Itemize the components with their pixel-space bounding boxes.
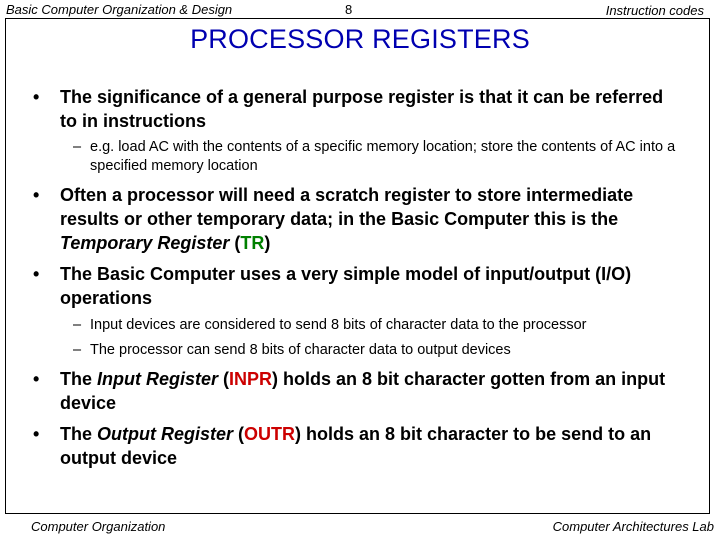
- bullet-text-lead: The: [60, 369, 98, 389]
- abbr-inpr: INPR: [229, 369, 273, 389]
- bullet-text: [60, 422, 673, 470]
- bullet-marker: •: [33, 424, 40, 444]
- abbr-tr: TR: [240, 233, 265, 253]
- paren-close: ): [264, 233, 271, 253]
- paren-open: (: [229, 233, 241, 253]
- bullet-input-register: [33, 367, 673, 415]
- bullet-text-lead: Often a processor will need a scratch register to store intermediate results or other temporary data; in the Basic Computer this is the: [60, 185, 634, 229]
- bullet-io-model: [33, 262, 673, 310]
- header-section-title: Instruction codes: [605, 3, 704, 18]
- bullet-output-register: [33, 422, 673, 470]
- dash-marker: –: [73, 342, 82, 358]
- bullet-marker: •: [33, 185, 40, 205]
- header-course-title: Basic Computer Organization & Design: [6, 2, 233, 17]
- footer-course: Computer Organization: [31, 519, 166, 534]
- term-temporary-register: Temporary Register: [60, 233, 230, 253]
- subbullet-load-ac-example: [73, 138, 693, 176]
- subbullet-text: e.g. load AC with the contents of a specific memory location; store the contents of AC into a specified memory location: [90, 139, 676, 174]
- bullet-text: [60, 183, 673, 255]
- bullet-temporary-register: [33, 183, 673, 255]
- abbr-outr: OUTR: [244, 424, 296, 444]
- subbullet-input-devices: [73, 316, 693, 335]
- term-input-register: Input Register: [97, 369, 219, 389]
- subbullet-output-devices: [73, 341, 693, 360]
- bullet-general-purpose-register: [33, 85, 673, 133]
- bullet-text: The significance of a general purpose register is that it can be referred to in instructions: [60, 87, 664, 131]
- page-number: 8: [345, 2, 353, 17]
- bullet-marker: •: [33, 264, 40, 284]
- paren-open: (: [233, 424, 245, 444]
- bullet-text-tail: ) holds an 8 bit character gotten from an input device: [60, 369, 666, 413]
- term-output-register: Output Register: [97, 424, 234, 444]
- dash-marker: –: [73, 139, 82, 155]
- bullet-marker: •: [33, 369, 40, 389]
- subbullet-text: The processor can send 8 bits of character data to output devices: [90, 342, 511, 358]
- bullet-text: The Basic Computer uses a very simple model of input/output (I/O) operations: [60, 264, 632, 308]
- subbullet-text: Input devices are considered to send 8 bits of character data to the processor: [90, 317, 587, 333]
- dash-marker: –: [73, 317, 82, 333]
- bullet-marker: •: [33, 87, 40, 107]
- bullet-text-lead: The: [60, 424, 98, 444]
- paren-open: (: [218, 369, 230, 389]
- bullet-text-tail: ) holds an 8 bit character to be send to an output device: [60, 424, 652, 468]
- bullet-text: [60, 367, 673, 415]
- footer-lab: Computer Architectures Lab: [552, 519, 714, 534]
- slide-title: PROCESSOR REGISTERS: [190, 24, 530, 54]
